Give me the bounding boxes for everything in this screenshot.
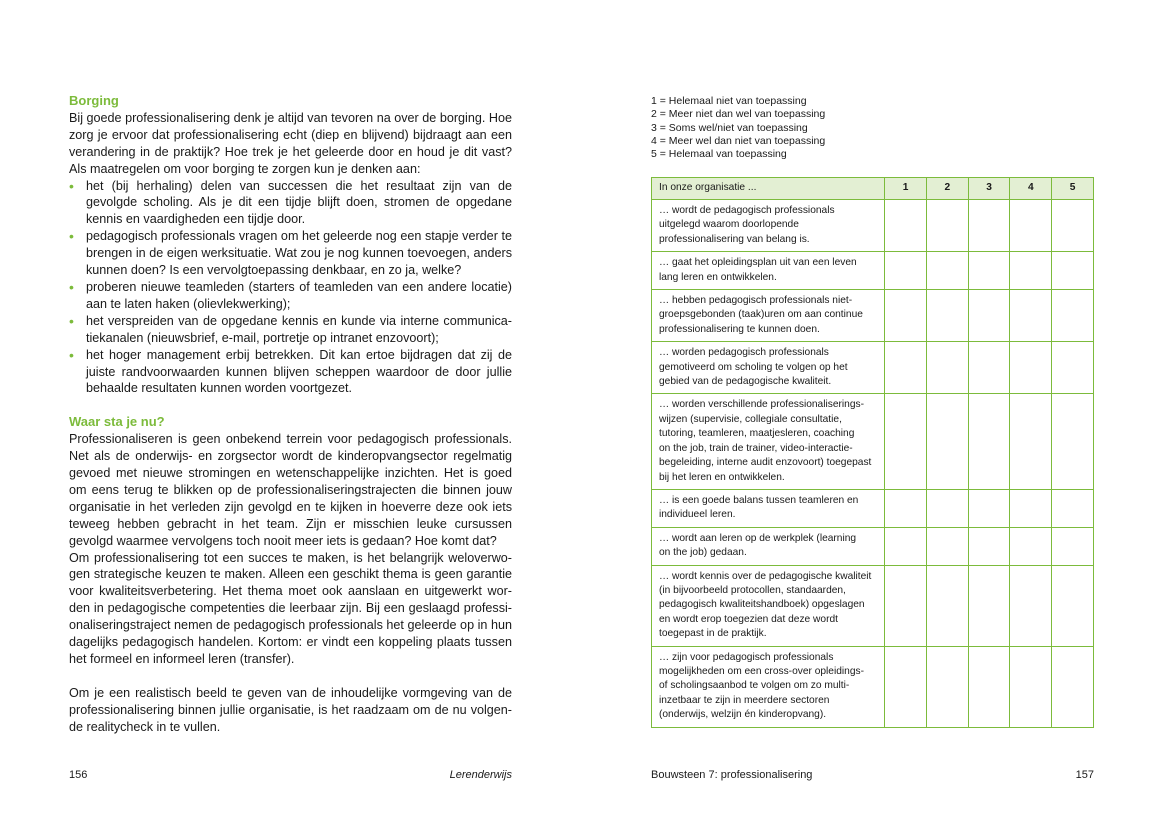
statement-line: mogelijkheden om een cross-over opleidings- (659, 665, 864, 677)
table-row (652, 252, 1094, 290)
score-cell-4[interactable] (1010, 565, 1052, 646)
table-row (652, 200, 1094, 252)
list-item: • het verspreiden van de opgedane kennis en kunde via interne communica-tiekanalen (nieuwsbrief, e-mail, portretje op intranet enzovoort); (69, 313, 512, 347)
score-cell-1[interactable] (885, 646, 927, 727)
statement-line: groepsgebonden (taak)uren om aan continue (659, 309, 863, 321)
statement-cell (652, 290, 885, 342)
table-header-row (652, 178, 1094, 200)
statement-line: … zijn voor pedagogisch professionals (659, 651, 834, 663)
statement-line: professionalisering van belang is. (659, 233, 810, 245)
list-item: • het (bij herhaling) delen van successen die het resultaat zijn van de gevolgde scholing. Als je dit een tijdje blijft doen, stromen de opgedane kennis en vaardigheden een tijdje door. (69, 178, 512, 229)
score-cell-5[interactable] (1052, 565, 1094, 646)
score-cell-1[interactable] (885, 489, 927, 527)
table-row (652, 342, 1094, 394)
score-cell-2[interactable] (926, 527, 968, 565)
realitycheck-table (651, 177, 1094, 728)
score-cell-2[interactable] (926, 290, 968, 342)
statement-line: on the job, train de trainer, video-interactie- (659, 442, 853, 454)
statement-line: (in bijvoorbeeld protocollen, standaarden, (659, 584, 846, 596)
statement-line: begeleiding, interne audit enzovoort) toegepast (659, 457, 872, 469)
statement-cell (652, 200, 885, 252)
list-item: • pedagogisch professionals vragen om het geleerde nog een stapje verder te brengen in de eigen werksituatie. Wat zou je nog kunnen toevoegen, anders kunnen doen? Is een vervolgtoepassing denkbaar, en zo ja, welke? (69, 228, 512, 279)
statement-line: professionalisering te kunnen doen. (659, 323, 820, 335)
column-header-score-3: 3 (968, 178, 1010, 200)
score-cell-2[interactable] (926, 394, 968, 489)
score-cell-2[interactable] (926, 252, 968, 290)
right-page (582, 0, 1164, 821)
statement-cell (652, 342, 885, 394)
statement-line: bij het leren en ontwikkelen. (659, 471, 785, 483)
statement-cell (652, 252, 885, 290)
statement-line: gemotiveerd om scholing te volgen op het (659, 361, 848, 373)
statement-line: (onderwijs, welzijn én kinderopvang). (659, 709, 827, 721)
table-body (652, 200, 1094, 728)
legend-item: 5 = Helemaal van toepassing (651, 148, 787, 161)
score-cell-2[interactable] (926, 342, 968, 394)
score-cell-4[interactable] (1010, 290, 1052, 342)
paragraph: Bij goede professionalisering denk je altijd van tevoren na over de borging. Hoe zorg je ervoor dat professionalisering echt (diep en blijvend) bijdraagt aan een verandering in de praktijk? Hoe trek je het geleerde door en houd je dit vast? Als maatregelen om voor borging te zorgen kun je denken aan: (69, 110, 512, 176)
statement-line: uitgelegd waarom doorlopende (659, 219, 799, 231)
left-text-column (69, 93, 512, 736)
rating-legend (651, 95, 825, 161)
statement-line: … is een goede balans tussen teamleren en (659, 494, 859, 506)
legend-item: 4 = Meer wel dan niet van toepassing (651, 134, 826, 147)
legend-item: 2 = Meer niet dan wel van toepassing (651, 108, 826, 121)
table-row (652, 394, 1094, 489)
statement-line: … gaat het opleidingsplan uit van een leven (659, 257, 857, 269)
score-cell-1[interactable] (885, 200, 927, 252)
score-cell-2[interactable] (926, 200, 968, 252)
score-cell-2[interactable] (926, 565, 968, 646)
spacer (69, 397, 512, 414)
score-cell-3[interactable] (968, 290, 1010, 342)
running-title: Bouwsteen 7: professionalisering (651, 769, 813, 781)
statement-line: en wordt erop toegezien dat deze wordt (659, 613, 838, 625)
table-row (652, 646, 1094, 727)
statement-cell (652, 394, 885, 489)
statement-line: gebied van de pedagogische kwaliteit. (659, 376, 832, 388)
table-row (652, 527, 1094, 565)
statement-line: lang leren en ontwikkelen. (659, 271, 777, 283)
column-header-score-2: 2 (926, 178, 968, 200)
table-row (652, 489, 1094, 527)
score-cell-5[interactable] (1052, 527, 1094, 565)
statement-cell (652, 489, 885, 527)
score-cell-5[interactable] (1052, 200, 1094, 252)
column-header-statement: In onze organisatie ... (652, 178, 885, 200)
score-cell-1[interactable] (885, 290, 927, 342)
statement-line: … hebben pedagogisch professionals niet- (659, 295, 853, 307)
list-item: • proberen nieuwe teamleden (starters of teamleden van een andere locatie) aan te laten haken (olievlekwerking); (69, 279, 512, 313)
score-cell-2[interactable] (926, 646, 968, 727)
section-heading-waar-sta-je-nu: Waar sta je nu? (69, 414, 165, 430)
table-row (652, 290, 1094, 342)
score-cell-4[interactable] (1010, 646, 1052, 727)
legend-item: 1 = Helemaal niet van toepassing (651, 95, 807, 107)
score-cell-1[interactable] (885, 394, 927, 489)
score-cell-3[interactable] (968, 394, 1010, 489)
paragraph: Om je een realistisch beeld te geven van de inhoudelijke vormgeving van de professionalisering binnen jullie organisatie, is het raadzaam om de nu volgen-de realitycheck in te vullen. (69, 685, 512, 734)
score-cell-1[interactable] (885, 252, 927, 290)
statement-line: individueel leren. (659, 509, 736, 521)
score-cell-3[interactable] (968, 252, 1010, 290)
statement-line: on the job) gedaan. (659, 547, 747, 559)
statement-cell (652, 646, 885, 727)
running-title: Lerenderwijs (449, 769, 512, 781)
score-cell-4[interactable] (1010, 200, 1052, 252)
statement-line: … wordt aan leren op de werkplek (learning (659, 532, 857, 544)
statement-line: tutoring, teamleren, maatjesleren, coaching (659, 428, 855, 440)
statement-line: … worden verschillende professionaliserings- (659, 399, 864, 411)
statement-line: … worden pedagogisch professionals (659, 347, 829, 359)
score-cell-1[interactable] (885, 342, 927, 394)
score-cell-3[interactable] (968, 565, 1010, 646)
score-cell-3[interactable] (968, 527, 1010, 565)
paragraph: Professionaliseren is geen onbekend terrein voor pedagogisch professionals. Net als de onderwijs- en zorgsector wordt de kinderopvangsector regelmatig gevoed met nieuwe stromingen en wetenschappelijke inzichten. Het is goed om eens terug te blikken op de professionaliseringstrajecten die binnen jouw organisatie in het verleden zijn gevolgd en te kijken in hoeverre deze ook iets teweeg hebben gebracht in het team. Zijn er misschien leuke cursussen gevolgd waarmee vervolgens toch nooit meer iets is gedaan? Hoe komt dat? (69, 432, 512, 548)
legend-item: 3 = Soms wel/niet van toepassing (651, 121, 808, 134)
statement-line: inzetbaar te zijn in meerdere sectoren (659, 694, 830, 706)
statement-line: pedagogisch kwaliteitshandboek) opgeslagen (659, 599, 865, 611)
paragraph: Om professionalisering tot een succes te maken, is het belangrijk weloverwo-gen strategische keuzen te maken. Alleen een geschikt thema is geen garantie voor kwaliteitsverbetering. Het thema moet ook aanslaan en uitgewerkt wor-den in pedagogische competenties die leerbaar zijn. Bij een geslaagd professi-onaliseringstraject nemen de pedagogisch professionals het geleerde op in hun dagelijks pedagogisch handelen. Kortom: er vindt een koppeling plaats tussen het formeel en informeel leren (transfer). (69, 550, 512, 666)
score-cell-3[interactable] (968, 342, 1010, 394)
spacer (69, 668, 512, 685)
column-header-score-1: 1 (885, 178, 927, 200)
bullet-list (69, 178, 512, 398)
score-cell-5[interactable] (1052, 342, 1094, 394)
score-cell-1[interactable] (885, 565, 927, 646)
statement-cell (652, 527, 885, 565)
score-cell-4[interactable] (1010, 252, 1052, 290)
score-cell-3[interactable] (968, 200, 1010, 252)
score-cell-3[interactable] (968, 646, 1010, 727)
score-cell-4[interactable] (1010, 489, 1052, 527)
score-cell-5[interactable] (1052, 252, 1094, 290)
score-cell-1[interactable] (885, 527, 927, 565)
score-cell-5[interactable] (1052, 290, 1094, 342)
page-number: 156 (69, 769, 88, 781)
column-header-score-4: 4 (1010, 178, 1052, 200)
statement-line: … wordt de pedagogisch professionals (659, 205, 835, 216)
column-header-score-5: 5 (1052, 178, 1094, 200)
score-cell-5[interactable] (1052, 394, 1094, 489)
statement-line: toegepast in de praktijk. (659, 628, 767, 640)
list-item: • het hoger management erbij betrekken. Dit kan ertoe bijdragen dat zij de juiste randvoorwaarden kunnen blijven scheppen waardoor de door jullie behaalde resultaten kunnen worden voortgezet. (69, 347, 512, 398)
score-cell-4[interactable] (1010, 527, 1052, 565)
table-row (652, 565, 1094, 646)
statement-line: of scholingsaanbod te volgen om zo multi- (659, 680, 850, 692)
statement-line: … wordt kennis over de pedagogische kwaliteit (659, 570, 872, 582)
score-cell-5[interactable] (1052, 646, 1094, 727)
score-cell-3[interactable] (968, 489, 1010, 527)
score-cell-4[interactable] (1010, 342, 1052, 394)
score-cell-2[interactable] (926, 489, 968, 527)
section-heading-borging: Borging (69, 93, 119, 108)
statement-line: wijzen (supervisie, collegiale consultatie, (659, 413, 842, 425)
statement-cell (652, 565, 885, 646)
score-cell-4[interactable] (1010, 394, 1052, 489)
score-cell-5[interactable] (1052, 489, 1094, 527)
page-number: 157 (1075, 769, 1094, 781)
